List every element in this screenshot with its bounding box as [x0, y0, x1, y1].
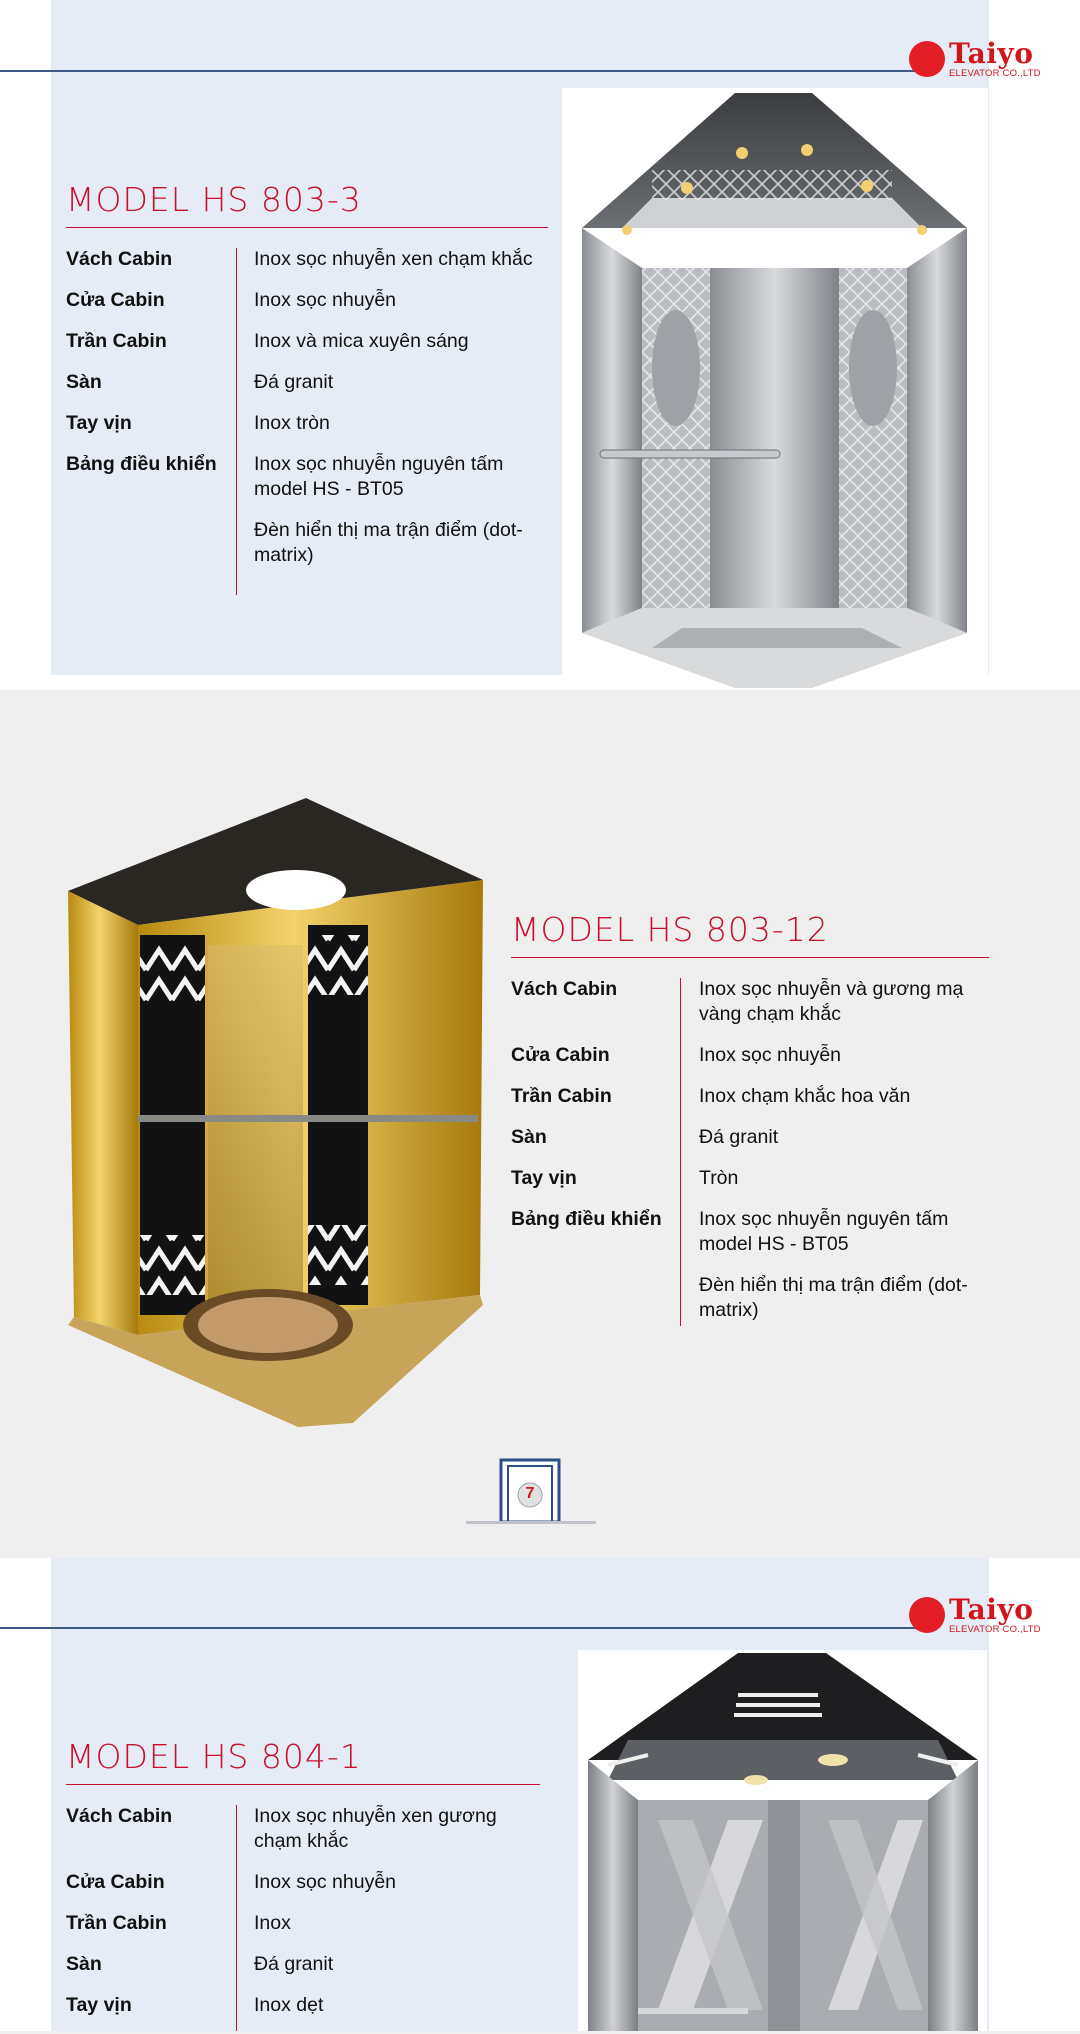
spec-value: Inox sọc nhuyễn nguyên tấm model HS - BT05	[699, 1208, 949, 1255]
spec-row	[511, 1125, 991, 1150]
spec-value: Inox	[254, 1912, 291, 1934]
cabin-illustration-2	[578, 1650, 987, 2031]
logo-dot-icon	[909, 1597, 945, 1633]
spec-value: Đá granit	[254, 371, 334, 393]
logo-name: Taiyo	[949, 37, 1034, 70]
model-1-specs	[66, 247, 556, 584]
spec-label: Bảng điều khiển	[511, 1208, 662, 1230]
logo-name: Taiyo	[949, 1593, 1034, 1626]
model-3-cabin-photo	[578, 1650, 987, 2031]
spec-row	[66, 1993, 556, 2018]
spec-value: Đèn hiển thị ma trận điểm (dot-matrix)	[254, 519, 523, 566]
spec-value: Inox sọc nhuyễn nguyên tấm model HS - BT05	[254, 453, 504, 500]
model-3-title-rule	[66, 1784, 540, 1785]
model-2-cabin-photo	[68, 795, 486, 1427]
spec-label: Vách Cabin	[66, 248, 173, 270]
spec-row	[66, 411, 556, 436]
spec-label: Vách Cabin	[66, 1805, 173, 1827]
spec-row	[66, 1870, 556, 1895]
spec-label: Sàn	[511, 1126, 547, 1148]
model-2-title: MODEL HS 803-12	[511, 910, 829, 949]
spec-value: Inox dẹt	[254, 1994, 324, 2016]
spec-row	[511, 1043, 991, 1068]
spec-label: Cửa Cabin	[66, 289, 165, 311]
spec-row	[66, 1804, 556, 1854]
spec-label: Cửa Cabin	[66, 1871, 165, 1893]
spec-value: Inox sọc nhuyễn	[254, 289, 397, 311]
spec-value: Inox sọc nhuyễn và gương mạ vàng chạm khắc	[699, 978, 964, 1025]
spec-value: Inox chạm khắc hoa văn	[699, 1085, 911, 1107]
spec-label: Tay vịn	[66, 412, 132, 434]
spec-label: Cửa Cabin	[511, 1044, 610, 1066]
model-3-specs	[66, 1804, 556, 2034]
spec-value: Inox sọc nhuyễn xen gương chạm khắc	[254, 1805, 497, 1852]
spec-label: Bảng điều khiển	[66, 453, 217, 475]
spec-row	[511, 1084, 991, 1109]
spec-value: Đá granit	[699, 1126, 779, 1148]
page-number-badge	[466, 1458, 596, 1528]
spec-value: Tròn	[699, 1167, 739, 1189]
spec-row	[66, 370, 556, 395]
model-2-specs	[511, 977, 991, 1339]
spec-value: Inox sọc nhuyễn xen chạm khắc	[254, 248, 533, 270]
spec-row	[66, 329, 556, 354]
spec-row	[511, 977, 991, 1027]
model-1-cabin-photo	[562, 88, 988, 690]
spec-label	[66, 518, 254, 568]
spec-value: Đá granit	[254, 1953, 334, 1975]
spec-label: Trần Cabin	[66, 330, 167, 352]
spec-value: Đèn hiển thị ma trận điểm (dot-matrix)	[699, 1274, 968, 1321]
spec-value: Inox tròn	[254, 412, 330, 434]
logo-dot-icon	[909, 41, 945, 77]
brand-logo-2	[909, 1593, 1041, 1635]
logo-subtitle: ELEVATOR CO.,LTD	[949, 1624, 1041, 1635]
header-rule	[0, 70, 920, 72]
spec-row	[511, 1273, 991, 1323]
spec-row	[511, 1166, 991, 1191]
model-2-title-rule	[511, 957, 989, 958]
brand-logo	[909, 37, 1041, 79]
spec-label: Vách Cabin	[511, 978, 618, 1000]
spec-label: Trần Cabin	[66, 1912, 167, 1934]
spec-label: Sàn	[66, 371, 102, 393]
header-rule-2	[0, 1627, 920, 1629]
spec-value: Inox và mica xuyên sáng	[254, 330, 469, 352]
spec-row	[511, 1207, 991, 1257]
spec-label	[511, 1273, 699, 1323]
spec-label: Tay vịn	[66, 1994, 132, 2016]
spec-label: Tay vịn	[511, 1167, 577, 1189]
spec-row	[66, 288, 556, 313]
page-number: 7	[525, 1485, 535, 1502]
spec-label: Trần Cabin	[511, 1085, 612, 1107]
model-1-title-rule	[66, 227, 548, 228]
spec-label: Sàn	[66, 1953, 102, 1975]
spec-value: Inox sọc nhuyễn	[699, 1044, 842, 1066]
gold-cabin-illustration	[68, 795, 486, 1427]
model-1-title: MODEL HS 803-3	[66, 180, 362, 219]
spec-row	[66, 1952, 556, 1977]
spec-row	[66, 1911, 556, 1936]
spec-value: Inox sọc nhuyễn	[254, 1871, 397, 1893]
spec-row	[66, 452, 556, 502]
model-3-title: MODEL HS 804-1	[66, 1737, 362, 1776]
logo-subtitle: ELEVATOR CO.,LTD	[949, 68, 1041, 79]
cabin-illustration	[562, 88, 988, 690]
spec-row	[66, 247, 556, 272]
spec-row	[66, 518, 556, 568]
